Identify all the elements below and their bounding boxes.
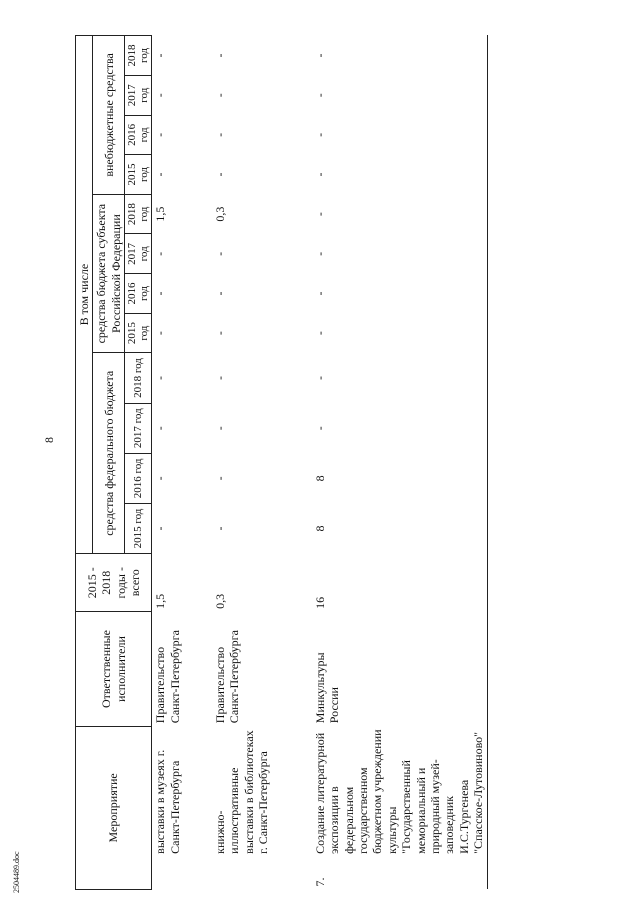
header-total: 2015 - 2018 годы - всего [76, 554, 152, 612]
header-federal: средства федерального бюджета [93, 353, 125, 554]
extra-cell: - [312, 93, 327, 98]
row-number [152, 857, 212, 890]
funding-table [75, 35, 488, 890]
regional-cell: - [212, 251, 227, 256]
row-total: 1,5 [153, 593, 168, 609]
regional-cell: - [312, 212, 327, 217]
header-event: Мероприятие [76, 726, 152, 889]
extra-cell: - [312, 172, 327, 177]
row-event: книжно-иллюстративные выставки в библиотеках г. Санкт-Петербурга [212, 730, 271, 854]
year-header: 2018 год [125, 194, 152, 234]
header-executors: Ответственные исполнители [76, 612, 152, 726]
row-event: Создание литературной экспозиции в федеральном государственном бюджетном учреждении культуры "Государственный мемориальный и природный музей-заповедник И.С.Тургенева "Спасское-Лутовиново" [312, 729, 486, 854]
year-header: 2018 год [125, 353, 152, 403]
year-header: 2015 год [125, 503, 152, 553]
year-header: 2017 год [125, 234, 152, 274]
regional-cell: 0,3 [212, 206, 227, 222]
row-number [212, 857, 312, 890]
row-event: выставки в музеях г. Санкт-Петербурга [153, 749, 182, 854]
extra-cell: - [212, 53, 227, 58]
extra-cell: - [153, 53, 168, 58]
regional-cell: - [153, 331, 168, 336]
regional-cell: - [312, 331, 327, 336]
federal-cell: 8 [312, 475, 327, 482]
federal-cell: - [153, 376, 168, 381]
table-row [212, 36, 312, 890]
year-header: 2017 год [125, 75, 152, 115]
federal-cell: 8 [312, 525, 327, 532]
extra-cell: - [312, 53, 327, 58]
header-including: В том числе [76, 36, 93, 554]
extra-cell: - [212, 132, 227, 137]
row-total: 0,3 [212, 593, 227, 609]
page-number: 8 [42, 437, 56, 443]
regional-cell: - [212, 331, 227, 336]
regional-cell: 1,5 [153, 206, 168, 222]
regional-cell: - [212, 291, 227, 296]
federal-cell: - [212, 526, 227, 531]
regional-cell: - [312, 251, 327, 256]
table-row [152, 36, 212, 890]
regional-cell: - [153, 251, 168, 256]
federal-cell: - [153, 476, 168, 481]
year-header: 2018 год [125, 36, 152, 76]
row-total: 16 [312, 596, 327, 609]
extra-cell: - [212, 93, 227, 98]
header-extra: внебюджетные средства [93, 36, 125, 195]
year-header: 2016 год [125, 115, 152, 155]
table-row [312, 36, 487, 890]
federal-cell: - [212, 476, 227, 481]
extra-cell: - [153, 172, 168, 177]
federal-cell: - [212, 376, 227, 381]
year-header: 2015 год [125, 155, 152, 195]
federal-cell: - [153, 526, 168, 531]
extra-cell: - [212, 172, 227, 177]
federal-cell: - [312, 376, 327, 381]
row-executor: Правительство Санкт-Петербурга [212, 630, 242, 724]
year-header: 2016 год [125, 274, 152, 314]
year-header: 2017 год [125, 403, 152, 453]
footer-doc-code: 2504489.doc [12, 851, 21, 893]
federal-cell: - [212, 426, 227, 431]
rotated-table-container [75, 35, 640, 890]
row-executor: Минкультуры России [312, 652, 342, 724]
regional-cell: - [153, 291, 168, 296]
federal-cell: - [312, 426, 327, 431]
year-header: 2016 год [125, 453, 152, 503]
federal-cell: - [153, 426, 168, 431]
header-regional: средства бюджета субъекта Российской Федерации [93, 194, 125, 353]
row-number: 7. [312, 877, 327, 887]
row-executor: Правительство Санкт-Петербурга [153, 630, 182, 724]
year-header: 2015 год [125, 313, 152, 353]
extra-cell: - [153, 132, 168, 137]
extra-cell: - [153, 93, 168, 98]
regional-cell: - [312, 291, 327, 296]
extra-cell: - [312, 132, 327, 137]
